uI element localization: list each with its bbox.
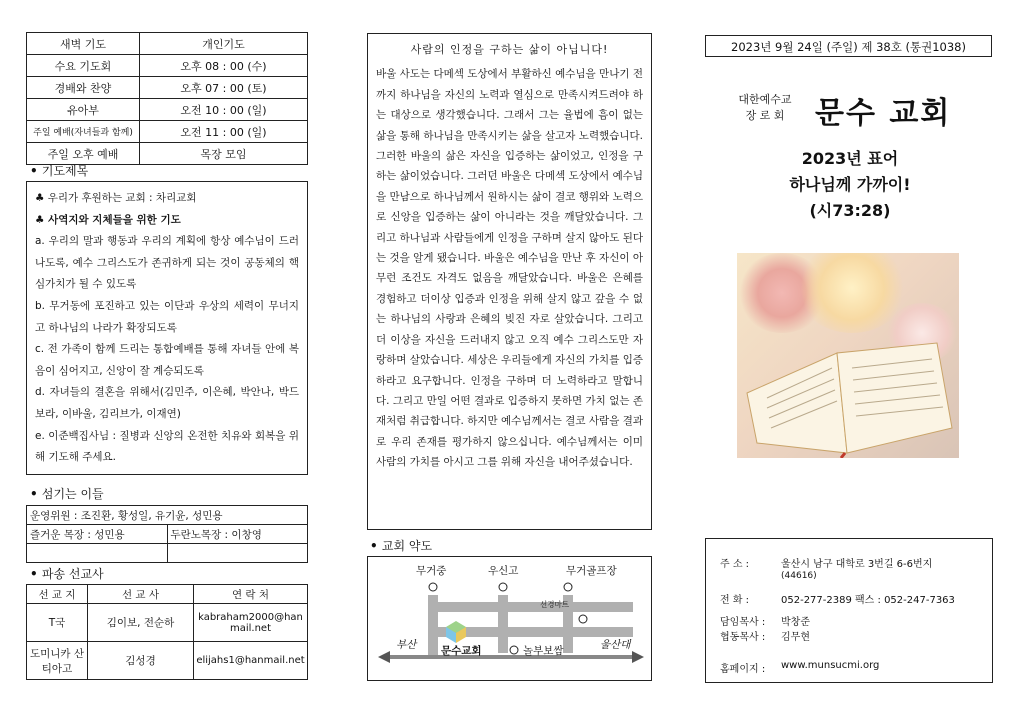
landmark-marker-icon — [429, 583, 437, 591]
cell-leader: 즐거운 목장 : 성민용 — [27, 525, 168, 544]
map-label-golf: 무거골프장 — [566, 565, 617, 577]
empty-cell — [27, 544, 168, 563]
address-label: 주 소 : — [720, 559, 750, 570]
cell-leader: 두란노목장 : 이창영 — [167, 525, 308, 544]
denomination-line: 장 로 회 — [745, 109, 785, 122]
map-label-busan: 부산 — [396, 639, 417, 651]
article-body: 바울 사도는 다메섹 도상에서 부활하신 예수님을 만나기 전까지 하나님을 자신의 노력과 열심으로 만족시켜드려야 하는 대상으로 생각했습니다. 그래서 그는 율법에 흠이 없는 삶을 통해 하나님을 만족시키는 삶을 살고자 노력했습니다. 그러한 바울의 삶은 자신을 입증하는 삶이었고, 인정을 구하는 삶이었습니다. 그러던 바울은 다메섹 도상에서 예수님을 만남으로 하나님께서 원하시는 삶이 결코 행위와 노력으로 신앙을 입증하는 삶이 아니라는 것을 깨달았습니다. 그리고 하나님과 사람들에게 인정을 구하며 살지 않아도 된다는 것을 알게 됐습니다. 바울은 예수님을 만난 후 자신이 아무런 조건도 자격도 없음을 깨달았습니다. 바울은 은혜를 경험하고 더이상 입증과 인정을 위해 살지 않고 갚을 수 없는 하나님의 사랑과 은혜의 빚진 자로 살았습니다. 그리고 더 이상을 자신을 드러내지 않고 오직 예수 그리스도만 자랑하며 살았습니다. 세상은 우리들에게 자신의 가치를 입증하라고 요구합니다. 인정을 구하며 더 노력하라고 말합니다. 그리고 만일 어떤 결과로 입증하지 못하면 가치 없는 존재처럼 취급합니다. 하지만 예수님께서는 결코 사람을 결과로 우리 존재를 평가하지 않으십니다. 예수님께서는 이미 사람의 가치를 아시고 그를 위해 자신을 내어주셨습니다. — [376, 68, 643, 469]
missionary-contact: kabraham2000@hanmail.net — [194, 604, 308, 642]
worship-time: 오전 10 : 00 (일) — [140, 99, 308, 121]
landmark-marker-icon — [579, 615, 587, 623]
empty-cell — [167, 544, 308, 563]
landmark-marker-icon — [510, 646, 518, 654]
phone-label: 전 화 : — [720, 595, 750, 606]
worship-time: 오후 08 : 00 (수) — [140, 55, 308, 77]
prayer-section-title: • 기도제목 — [30, 162, 88, 179]
worship-name: 주일 오후 예배 — [27, 143, 140, 165]
worship-name: 수요 기도회 — [27, 55, 140, 77]
main-road — [382, 655, 638, 659]
worship-time: 개인기도 — [140, 33, 308, 55]
missionary-name: 김성경 — [88, 642, 194, 680]
header-cell: 선 교 지 — [27, 585, 88, 604]
map-label-mugeojung: 무거중 — [416, 565, 447, 577]
worship-name: 경배와 찬양 — [27, 77, 140, 99]
church-info-box — [705, 538, 993, 683]
missionary-place: 도미니카 산티아고 — [27, 642, 88, 680]
associate-value: 김무현 — [781, 632, 810, 643]
open-bible-photo — [737, 253, 959, 458]
article-box — [367, 33, 652, 530]
arrow-left-icon — [378, 651, 390, 663]
motto-line: 하나님께 가까이! — [789, 175, 911, 194]
denomination-line: 대한예수교 — [738, 93, 792, 106]
header-cell: 선 교 사 — [88, 585, 194, 604]
map-section-title: • 교회 약도 — [370, 537, 432, 554]
church-building-icon — [446, 621, 466, 643]
prayer-heading: ♣ 사역지와 지체들을 위한 기도 — [35, 213, 181, 226]
motto-line: 2023년 표어 — [801, 149, 899, 168]
zip-code: (44616) — [781, 571, 817, 581]
worship-name: 새벽 기도 — [27, 33, 140, 55]
prayer-item: d. 자녀들의 결혼을 위해서(김민주, 이은혜, 박안나, 박드보라, 이바울, 김리브가, 이재연) — [35, 386, 299, 420]
worship-time: 목장 모임 — [140, 143, 308, 165]
prayer-box — [26, 181, 308, 475]
landmark-marker-icon — [564, 583, 572, 591]
address-value: 울산시 남구 대학로 3번길 6-6번지 — [781, 559, 933, 570]
missionary-place: T국 — [27, 604, 88, 642]
prayer-item: a. 우리의 말과 행동과 우리의 계획에 항상 예수님이 드러나도록, 예수 그리스도가 존귀하게 되는 것이 공동체의 핵심가치가 될 수 있도록 — [35, 235, 299, 291]
prayer-item: b. 무거동에 포진하고 있는 이단과 우상의 세력이 무너지고 하나님의 나라가 확장되도록 — [35, 299, 299, 334]
motto-line: (시73:28) — [809, 201, 891, 220]
map-label-usingo: 우신고 — [488, 565, 519, 577]
arrow-right-icon — [632, 651, 644, 663]
homepage-link[interactable]: www.munsucmi.org — [781, 660, 880, 671]
bible-book-icon — [737, 313, 959, 458]
church-map — [367, 556, 652, 681]
pastor-value: 박창준 — [781, 617, 810, 628]
prayer-item: c. 전 가족이 함께 드리는 통합예배를 통해 자녀들 안에 복음이 심어지고, 신앙이 잘 계승되도록 — [35, 343, 299, 377]
phone-value: 052-277-2389 팩스 : 052-247-7363 — [781, 595, 955, 606]
worship-time: 오후 07 : 00 (토) — [140, 77, 308, 99]
motto — [730, 146, 970, 224]
church-name: 문수 교회 — [815, 96, 952, 131]
map-label-nolbu: 놀부보쌈 — [523, 645, 564, 657]
associate-label: 협동목사 : — [720, 632, 766, 643]
issue-header: 2023년 9월 24일 (주일) 제 38호 (통권1038) — [705, 35, 992, 57]
homepage-label: 홈페이지 : — [720, 664, 766, 675]
missionary-section-title: • 파송 선교사 — [30, 565, 104, 582]
landmark-marker-icon — [499, 583, 507, 591]
missionary-contact: elijahs1@hanmail.net — [194, 642, 308, 680]
missionary-name: 김이보, 전순하 — [88, 604, 194, 642]
worship-schedule-table — [26, 32, 308, 165]
worship-time: 오전 11 : 00 (일) — [140, 121, 308, 143]
map-label-church: 문수교회 — [441, 645, 482, 657]
worship-name: 주일 예배(자녀들과 함께) — [27, 121, 140, 143]
missionary-table — [26, 584, 308, 680]
article-title: 사람의 인정을 구하는 삶이 아닙니다! — [410, 43, 609, 56]
pastor-label: 담임목사 : — [720, 617, 766, 628]
committee-members: 운영위원 : 조진환, 황성일, 유기윤, 성민용 — [27, 506, 308, 525]
servants-section-title: • 섬기는 이들 — [30, 485, 104, 502]
worship-name: 유아부 — [27, 99, 140, 121]
map-label-mart: 선경마트 — [540, 600, 569, 609]
denomination — [730, 92, 800, 124]
support-church: ♣ 우리가 후원하는 교회 : 차리교회 — [35, 192, 197, 204]
prayer-item: e. 이준백집사님 : 질병과 신앙의 온전한 치유와 회복을 위해 기도해 주세요. — [35, 429, 299, 464]
header-cell: 연 락 처 — [194, 585, 308, 604]
map-label-ulsan: 울산대 — [600, 639, 631, 651]
road — [428, 602, 633, 612]
servants-table — [26, 505, 308, 563]
